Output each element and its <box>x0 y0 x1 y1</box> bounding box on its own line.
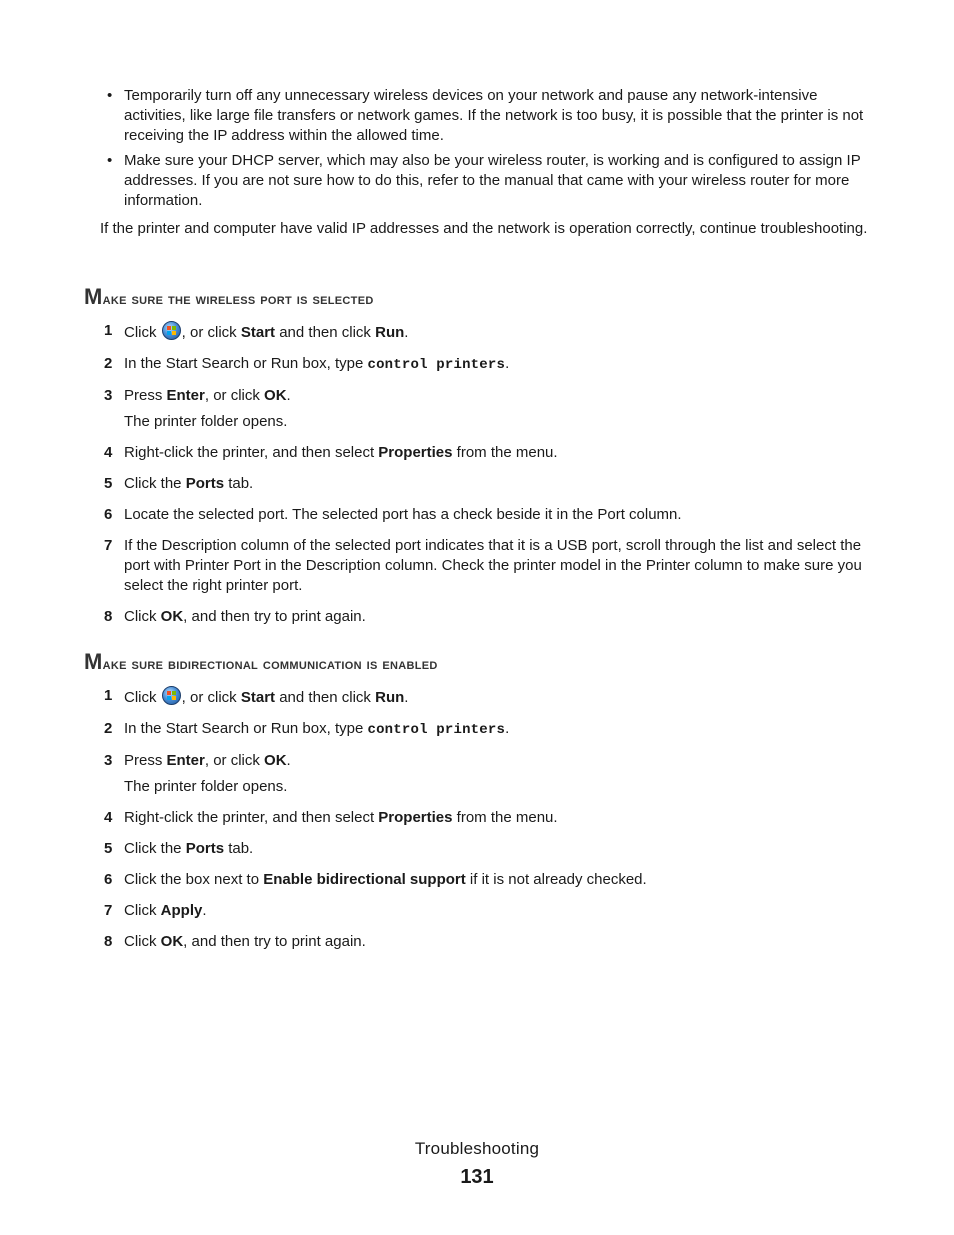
step-item: 6 Locate the selected port. The selected port has a check beside it in the Port column. <box>104 506 682 523</box>
step-item: 8 Click OK, and then try to print again. <box>104 933 366 950</box>
step-item: 2 In the Start Search or Run box, type control printers. <box>104 355 510 373</box>
windows-start-orb-icon <box>162 321 181 340</box>
footer-section-label: Troubleshooting <box>414 1139 540 1158</box>
bullet-icon: • <box>107 87 113 104</box>
list-item: • Temporarily turn off any unnecessary wireless devices on your network and pause any network-intensive activities, like large file transfers or network games. If the network is too busy, it is possible that the printer is not receiving the IP address within the allowed time. <box>107 87 864 144</box>
steps-list-wireless-port <box>100 321 875 638</box>
step-item: 1 Click , or click Start and then click Run. <box>104 322 409 341</box>
section-heading-wireless-port: Make sure the wireless port is selected <box>84 284 374 309</box>
steps-list-bidirectional <box>100 686 875 963</box>
section-heading-bidirectional: Make sure bidirectional communication is enabled <box>84 649 438 674</box>
step-item: 7 If the Description column of the selected port indicates that it is a USB port, scroll through the list and select the port with Printer Port in the Description column. Check the printer model in the Printer column to make sure you select the right printer port. <box>104 537 862 594</box>
step-item: 7 Click Apply. <box>104 902 207 919</box>
step-item: 2 In the Start Search or Run box, type control printers. <box>104 720 510 738</box>
page-number: 131 <box>460 1166 494 1188</box>
list-item: • Make sure your DHCP server, which may also be your wireless router, is working and is configured to assign IP addresses. If you are not sure how to do this, refer to the manual that came with your wireless router for more information. <box>107 152 861 209</box>
step-item: 5 Click the Ports tab. <box>104 475 254 492</box>
step-item: 4 Right-click the printer, and then select Properties from the menu. <box>104 809 558 826</box>
intro-paragraph: If the printer and computer have valid IP addresses and the network is operation correctly, continue troubleshooting. <box>100 220 868 237</box>
step-item: 3 Press Enter, or click OK. The printer folder opens. <box>104 752 291 795</box>
step-item: 6 Click the box next to Enable bidirectional support if it is not already checked. <box>104 871 647 888</box>
step-item: 8 Click OK, and then try to print again. <box>104 608 366 625</box>
bullet-icon: • <box>107 152 113 169</box>
step-item: 3 Press Enter, or click OK. The printer folder opens. <box>104 387 291 430</box>
step-item: 1 Click , or click Start and then click Run. <box>104 687 409 706</box>
windows-start-orb-icon <box>162 686 181 705</box>
step-item: 4 Right-click the printer, and then select Properties from the menu. <box>104 444 558 461</box>
step-item: 5 Click the Ports tab. <box>104 840 254 857</box>
bullet-list <box>100 86 875 216</box>
